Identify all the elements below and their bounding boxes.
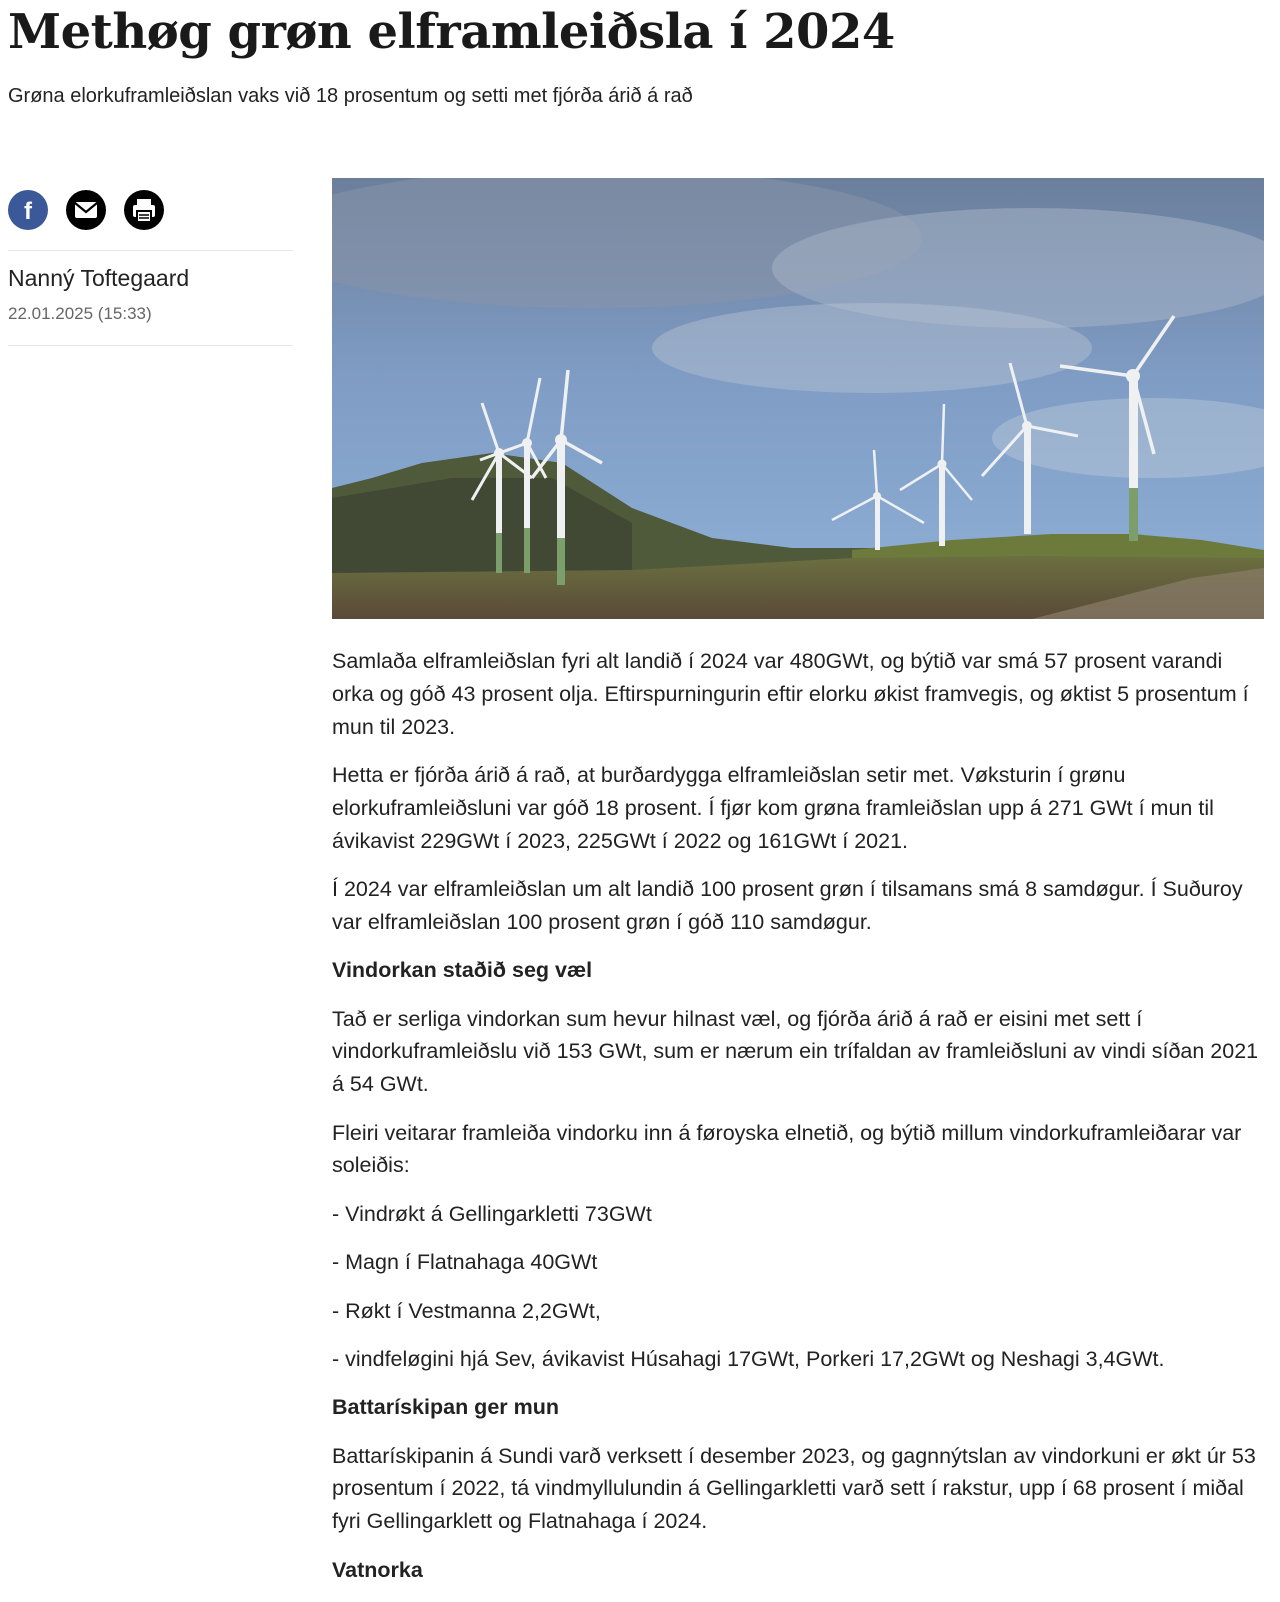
body-paragraph: Í 2024 var elframleiðslan um alt landið 100 prosent grøn í tilsamans smá 8 samdøgur. Í Suðuroy var elframleiðslan 100 prosent grøn í góð 110 samdøgur. bbox=[332, 876, 1243, 934]
section-heading: Battarískipan ger mun bbox=[332, 1395, 559, 1420]
list-item: - Røkt í Vestmanna 2,2GWt, bbox=[332, 1298, 601, 1323]
list-item: - vindfeløgini hjá Sev, ávikavist Húsahagi 17GWt, Porkeri 17,2GWt og Neshagi 3,4GWt. bbox=[332, 1346, 1165, 1371]
article-headline: Methøg grøn elframleiðsla í 2024 bbox=[8, 4, 895, 60]
body-paragraph: Hetta er fjórða árið á rað, at burðardygga elframleiðslan setir met. Vøksturin í grønu elorkuframleiðsluni var góð 18 prosent. Í fjør kom grøna framleiðslan upp á 271 GWt í mun til ávikavist 229GWt í 2023, 225GWt í 2022 og 161GWt í 2021. bbox=[332, 762, 1214, 853]
author-name: Nanný Toftegaard bbox=[8, 265, 190, 291]
article-subtitle: Grøna elorkuframleiðslan vaks við 18 prosentum og setti met fjórða árið á rað bbox=[8, 85, 693, 107]
article-body bbox=[332, 645, 1267, 1602]
svg-text:f: f bbox=[24, 198, 32, 225]
facebook-icon[interactable] bbox=[8, 190, 48, 230]
mail-icon[interactable] bbox=[66, 190, 106, 230]
body-paragraph: Fleiri veitarar framleiða vindorku inn á føroyska elnetið, og býtið millum vindorkuframleiðarar var soleiðis: bbox=[332, 1120, 1242, 1178]
body-paragraph: Samlaða elframleiðslan fyri alt landið í 2024 var 480GWt, og býtið var smá 57 prosent varandi orka og góð 43 prosent olja. Eftirspurningurin eftir elorku økist framvegis, og øktist 5 prosentum í mun til 2023. bbox=[332, 649, 1249, 739]
list-item: - Vindrøkt á Gellingarkletti 73GWt bbox=[332, 1201, 652, 1226]
hero-image-wind-turbines bbox=[332, 178, 1264, 619]
publish-date: 22.01.2025 (15:33) bbox=[8, 304, 152, 323]
body-paragraph: Tað er serliga vindorkan sum hevur hilnast væl, og fjórða árið á rað er eisini met sett í vindorkuframleiðslu við 153 GWt, sum er nærum ein trífaldan av framleiðsluni av vindi síðan 2021 á 54 GWt. bbox=[332, 1006, 1259, 1097]
section-heading: Vatnorka bbox=[332, 1557, 423, 1582]
print-icon[interactable] bbox=[124, 190, 164, 230]
article-meta bbox=[8, 250, 293, 346]
section-heading: Vindorkan staðið seg væl bbox=[332, 958, 593, 983]
list-item: - Magn í Flatnahaga 40GWt bbox=[332, 1250, 598, 1275]
body-paragraph: Battarískipanin á Sundi varð verksett í desember 2023, og gagnnýtslan av vindorkuni er økt úr 53 prosentum í 2022, tá vindmyllulundin á Gellingarkletti varð sett í rakstur, upp í 68 prosent í miðal fyri Gellingarklett og Flatnahaga í 2024. bbox=[332, 1443, 1256, 1534]
share-toolbar bbox=[8, 190, 164, 230]
